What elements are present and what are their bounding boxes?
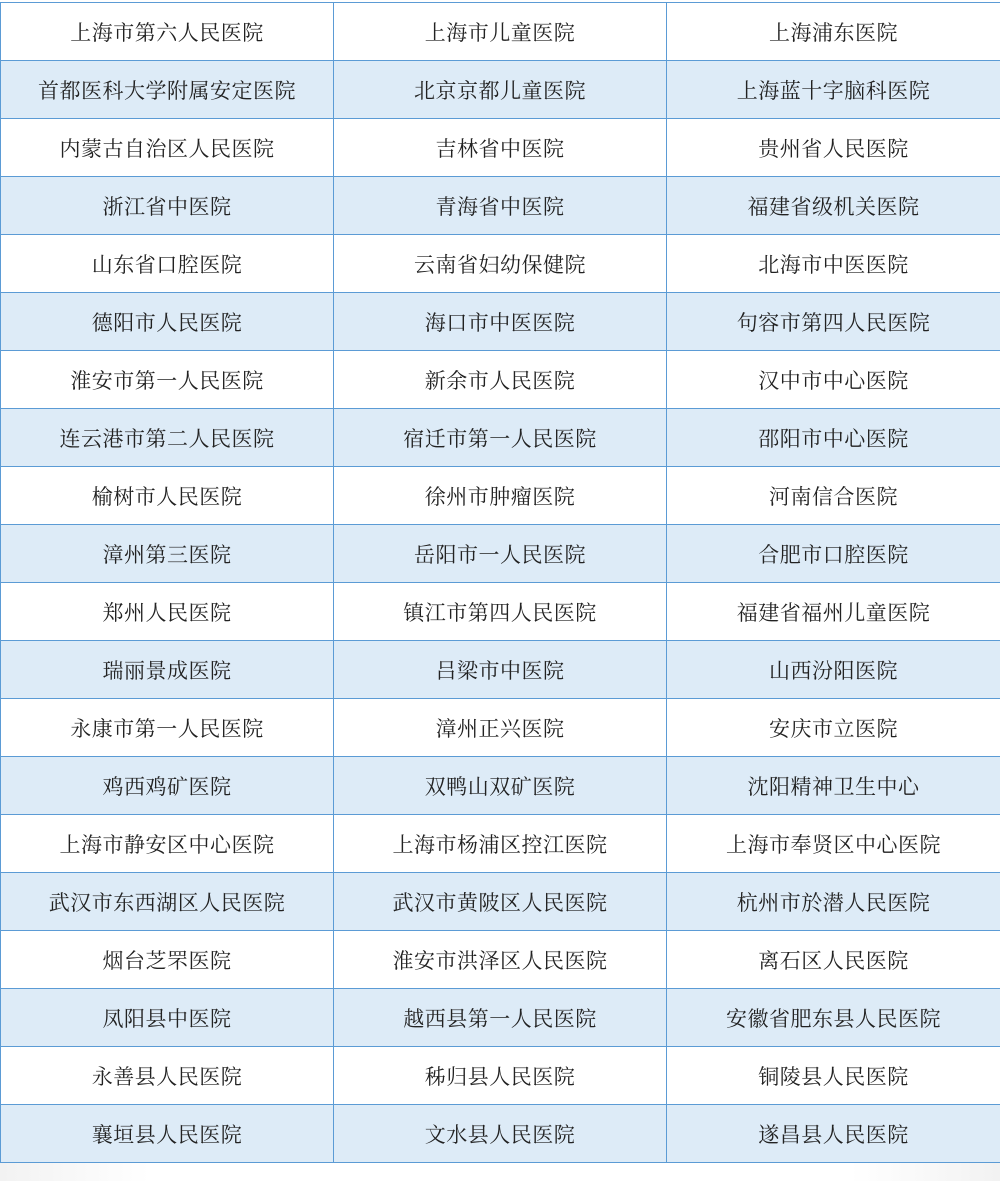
table-cell: 新余市人民医院 <box>334 351 667 409</box>
hospital-list-table <box>0 2 1000 1163</box>
hospital-table-body <box>1 3 1000 1163</box>
table-cell: 铜陵县人民医院 <box>667 1047 1000 1105</box>
table-cell: 句容市第四人民医院 <box>667 293 1000 351</box>
table-cell: 武汉市黄陂区人民医院 <box>334 873 667 931</box>
table-cell: 云南省妇幼保健院 <box>334 235 667 293</box>
table-cell: 宿迁市第一人民医院 <box>334 409 667 467</box>
table-row <box>1 467 1000 525</box>
table-cell: 青海省中医院 <box>334 177 667 235</box>
table-cell: 岳阳市一人民医院 <box>334 525 667 583</box>
table-cell: 德阳市人民医院 <box>1 293 334 351</box>
table-cell: 合肥市口腔医院 <box>667 525 1000 583</box>
table-row <box>1 177 1000 235</box>
table-cell: 瑞丽景成医院 <box>1 641 334 699</box>
table-row <box>1 583 1000 641</box>
table-cell: 沈阳精神卫生中心 <box>667 757 1000 815</box>
table-row <box>1 1047 1000 1105</box>
table-row <box>1 3 1000 61</box>
table-row <box>1 1105 1000 1163</box>
table-cell: 安庆市立医院 <box>667 699 1000 757</box>
table-cell: 海口市中医医院 <box>334 293 667 351</box>
table-cell: 山东省口腔医院 <box>1 235 334 293</box>
table-cell: 上海市第六人民医院 <box>1 3 334 61</box>
table-cell: 贵州省人民医院 <box>667 119 1000 177</box>
table-row <box>1 61 1000 119</box>
table-cell: 襄垣县人民医院 <box>1 1105 334 1163</box>
page-bottom-edge <box>0 1163 1000 1181</box>
table-cell: 上海市儿童医院 <box>334 3 667 61</box>
table-cell: 河南信合医院 <box>667 467 1000 525</box>
table-cell: 上海市奉贤区中心医院 <box>667 815 1000 873</box>
table-cell: 镇江市第四人民医院 <box>334 583 667 641</box>
table-cell: 浙江省中医院 <box>1 177 334 235</box>
table-row <box>1 931 1000 989</box>
table-cell: 秭归县人民医院 <box>334 1047 667 1105</box>
table-cell: 北京京都儿童医院 <box>334 61 667 119</box>
table-row <box>1 409 1000 467</box>
table-cell: 永康市第一人民医院 <box>1 699 334 757</box>
table-cell: 安徽省肥东县人民医院 <box>667 989 1000 1047</box>
table-cell: 淮安市洪泽区人民医院 <box>334 931 667 989</box>
table-row <box>1 235 1000 293</box>
table-cell: 连云港市第二人民医院 <box>1 409 334 467</box>
table-cell: 漳州第三医院 <box>1 525 334 583</box>
table-cell: 内蒙古自治区人民医院 <box>1 119 334 177</box>
table-cell: 武汉市东西湖区人民医院 <box>1 873 334 931</box>
table-row <box>1 873 1000 931</box>
table-cell: 文水县人民医院 <box>334 1105 667 1163</box>
hospital-table-container <box>0 2 1000 1163</box>
table-cell: 漳州正兴医院 <box>334 699 667 757</box>
table-row <box>1 119 1000 177</box>
table-cell: 首都医科大学附属安定医院 <box>1 61 334 119</box>
table-cell: 淮安市第一人民医院 <box>1 351 334 409</box>
table-row <box>1 641 1000 699</box>
table-row <box>1 525 1000 583</box>
table-row <box>1 293 1000 351</box>
table-cell: 上海市静安区中心医院 <box>1 815 334 873</box>
table-cell: 永善县人民医院 <box>1 1047 334 1105</box>
table-cell: 上海浦东医院 <box>667 3 1000 61</box>
table-cell: 上海蓝十字脑科医院 <box>667 61 1000 119</box>
table-cell: 吉林省中医院 <box>334 119 667 177</box>
table-row <box>1 699 1000 757</box>
table-cell: 福建省福州儿童医院 <box>667 583 1000 641</box>
table-cell: 邵阳市中心医院 <box>667 409 1000 467</box>
table-cell: 汉中市中心医院 <box>667 351 1000 409</box>
table-cell: 越西县第一人民医院 <box>334 989 667 1047</box>
table-cell: 北海市中医医院 <box>667 235 1000 293</box>
table-cell: 双鸭山双矿医院 <box>334 757 667 815</box>
table-cell: 杭州市於潜人民医院 <box>667 873 1000 931</box>
table-cell: 离石区人民医院 <box>667 931 1000 989</box>
table-cell: 吕梁市中医院 <box>334 641 667 699</box>
table-cell: 凤阳县中医院 <box>1 989 334 1047</box>
table-row <box>1 989 1000 1047</box>
table-cell: 鸡西鸡矿医院 <box>1 757 334 815</box>
table-cell: 上海市杨浦区控江医院 <box>334 815 667 873</box>
table-cell: 山西汾阳医院 <box>667 641 1000 699</box>
table-cell: 榆树市人民医院 <box>1 467 334 525</box>
table-row <box>1 815 1000 873</box>
table-cell: 徐州市肿瘤医院 <box>334 467 667 525</box>
table-cell: 郑州人民医院 <box>1 583 334 641</box>
table-row <box>1 351 1000 409</box>
table-cell: 福建省级机关医院 <box>667 177 1000 235</box>
table-cell: 烟台芝罘医院 <box>1 931 334 989</box>
table-cell: 遂昌县人民医院 <box>667 1105 1000 1163</box>
table-row <box>1 757 1000 815</box>
